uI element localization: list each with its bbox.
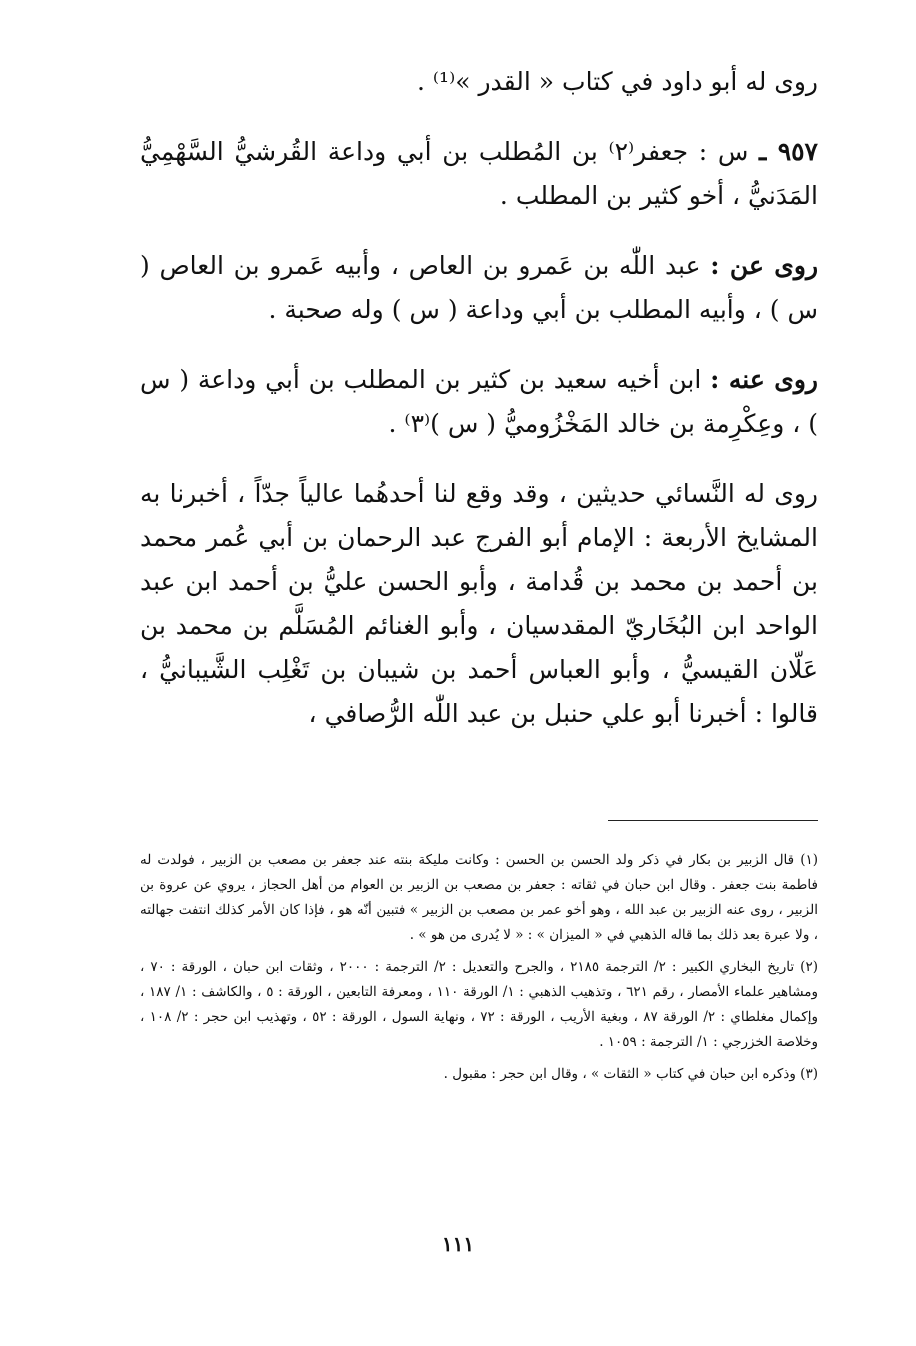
- footnotes: [140, 848, 818, 1094]
- footnote-divider: [608, 820, 818, 821]
- footnote: [140, 848, 818, 948]
- main-text: [140, 60, 818, 736]
- entry-paragraph: [140, 130, 818, 218]
- paragraph-text: روى له النَّسائي حديثين ، وقد وقع لنا أحدهُما عالياً جدّاً ، أخبرنا به المشايخ الأربعة : الإمام أبو الفرج عبد الرحمان بن أبي عُمر محمد بن أحمد بن محمد بن قُدامة ، وأبو الحسن عليُّ بن أحمد ابن عبد الواحد ابن البُخَاريّ المقدسيان ، وأبو الغنائم المُسَلَّم بن محمد بن عَلّان القيسيُّ ، وأبو العباس أحمد بن شيبان بن تَغْلِب الشَّيبانيُّ ، قالوا : أخبرنا أبو علي حنبل بن عبد اللّٰه الرُّصافي ،: [140, 479, 818, 728]
- section-heading: روى عنه :: [710, 365, 819, 394]
- page-number: ١١١: [441, 1232, 475, 1256]
- paragraph-text: س : جعفر⁽٢⁾ بن المُطلب بن أبي وداعة القُرشيُّ السَّهْمِيُّ المَدَنيُّ ، أخو كثير بن المطلب .: [140, 137, 818, 210]
- footnote-mark: (٣): [800, 1066, 818, 1082]
- entry-paragraph: [140, 472, 818, 736]
- entry-paragraph: [140, 60, 818, 104]
- entry-number: ٩٥٧ ـ: [758, 137, 818, 166]
- entry-paragraph: [140, 358, 818, 446]
- footnote: [140, 955, 818, 1055]
- paragraph-text: ابن أخيه سعيد بن كثير بن المطلب بن أبي وداعة ( س ) ، وعِكْرِمة بن خالد المَخْزُوميُّ ( س )⁽٣⁾ .: [140, 365, 818, 438]
- footnote-text: وذكره ابن حبان في كتاب « الثقات » ، وقال ابن حجر : مقبول .: [443, 1066, 796, 1082]
- paragraph-text: روى له أبو داود في كتاب « القدر »⁽¹⁾ .: [416, 67, 818, 96]
- footnote: [140, 1062, 818, 1087]
- footnote-text: قال الزبير بن بكار في ذكر ولد الحسن بن الحسن : وكانت مليكة بنته عند جعفر بن مصعب بن الزبير ، فولدت له فاطمة بنت جعفر . وقال ابن حبان في ثقاته : جعفر بن مصعب بن الزبير بن العوام من أهل الحجاز ، يروي عن عروة بن الزبير ، روى عنه الزبير بن عبد الله ، وهو أخو عمر بن مصعب بن الزبير » فتبين أنّه هو ، فإذا كان الأمر كذلك انتفت جهالته ، ولا عبرة بعد ذلك بما قاله الذهبي في « الميزان » : « لا يُدرى من هو » .: [140, 852, 818, 943]
- footnote-mark: (٢): [800, 959, 818, 975]
- section-heading: روى عن :: [710, 251, 819, 280]
- footnote-text: تاريخ البخاري الكبير : ٢/ الترجمة ٢١٨٥ ، والجرح والتعديل : ٢/ الترجمة : ٢٠٠٠ ، وثقات ابن حبان ، الورقة : ٧٠ ، ومشاهير علماء الأمصار ، رقم ٦٢١ ، وتذهيب الذهبي : ١/ الورقة ١١٠ ، ومعرفة التابعين ، الورقة : ٥ ، والكاشف : ١/ ١٨٧ ، وإكمال مغلطاي : ٢/ الورقة ٨٧ ، وبغية الأريب ، الورقة : ٧٢ ، ونهاية السول ، الورقة : ٥٢ ، وتهذيب ابن حجر : ٢/ ١٠٨ ، وخلاصة الخزرجي : ١/ الترجمة : ١٠٥٩ .: [140, 959, 818, 1050]
- footnote-mark: (١): [800, 852, 819, 868]
- paragraph-text: عبد اللّٰه بن عَمرو بن العاص ، وأبيه عَمرو بن العاص ( س ) ، وأبيه المطلب بن أبي وداعة ( س ) وله صحبة .: [140, 251, 818, 324]
- entry-paragraph: [140, 244, 818, 332]
